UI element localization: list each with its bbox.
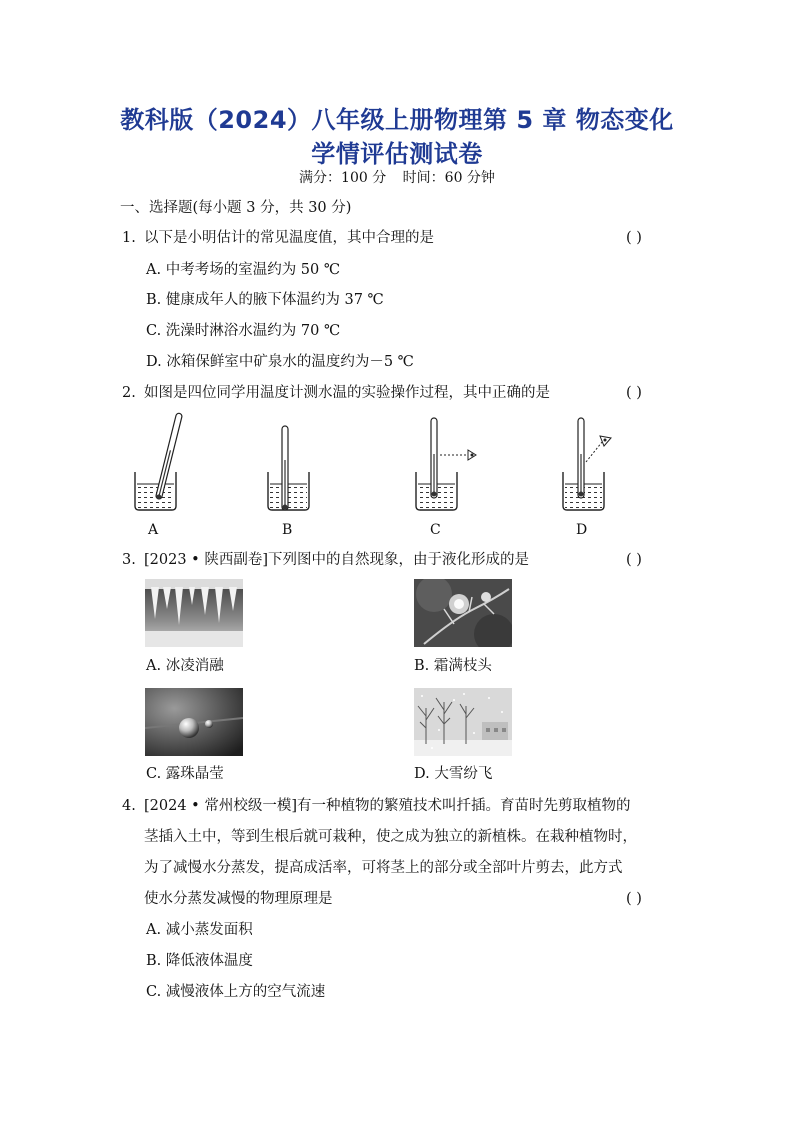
option-c[interactable]: C. 露珠晶莹 (146, 766, 224, 782)
beaker-c-diagram[interactable] (416, 418, 476, 510)
option-b[interactable]: B. 健康成年人的腋下体温约为 37 ℃ (146, 292, 384, 308)
option-d[interactable]: D. 大雪纷飞 (414, 766, 493, 782)
icicles-photo[interactable] (145, 579, 243, 647)
question-number: 2. (122, 385, 136, 401)
beaker-a-diagram[interactable] (135, 413, 183, 510)
exam-info (0, 167, 794, 187)
question-number: 3. (122, 552, 136, 568)
answer-blank[interactable]: ( ) (626, 230, 642, 246)
question-text-line-2: 茎插入土中，等到生根后就可栽种，使之成为独立的新植株。在栽种植物时， (144, 829, 637, 845)
option-b[interactable]: B. 降低液体温度 (146, 953, 253, 969)
page-subtitle: 学情评估测试卷 (311, 140, 483, 168)
snowfall-photo[interactable] (414, 688, 512, 756)
option-a[interactable]: A. 中考考场的室温约为 50 ℃ (146, 262, 341, 278)
question-text-line-3: 为了减慢水分蒸发，提高成活率，可将茎上的部分或全部叶片剪去，此方式 (144, 860, 623, 876)
beaker-d-diagram[interactable] (563, 418, 611, 510)
option-c[interactable]: C. 洗澡时淋浴水温约为 70 ℃ (146, 323, 341, 339)
figure-label-c: C (430, 522, 441, 538)
question-text: 如图是四位同学用温度计测水温的实验操作过程，其中正确的是 (144, 385, 550, 401)
frost-branch-photo[interactable] (414, 579, 512, 647)
question-text-line-4: 使水分蒸发减慢的物理原理是 (144, 891, 333, 907)
figure-label-b: B (282, 522, 293, 538)
option-b[interactable]: B. 霜满枝头 (414, 658, 492, 674)
question-text-line-1: [2024 • 常州校级一模]有一种植物的繁殖技术叫扦插。育苗时先剪取植物的 (144, 798, 631, 814)
time-info: 时间：60 分钟 (402, 170, 495, 186)
answer-blank[interactable]: ( ) (626, 552, 642, 568)
page-title: 教科版（2024）八年级上册物理第 5 章 物态变化 (120, 106, 674, 134)
question-text: 以下是小明估计的常见温度值，其中合理的是 (144, 230, 434, 246)
thermometer-figure (120, 410, 640, 520)
option-d[interactable]: D. 冰箱保鲜室中矿泉水的温度约为－5 ℃ (146, 354, 414, 370)
figure-label-d: D (576, 522, 588, 538)
option-a[interactable]: A. 冰凌消融 (146, 658, 224, 674)
figure-label-a: A (148, 522, 159, 538)
score-info: 满分：100 分 (299, 170, 387, 186)
answer-blank[interactable]: ( ) (626, 385, 642, 401)
question-text: [2023 • 陕西副卷]下列图中的自然现象，由于液化形成的是 (144, 552, 529, 568)
beaker-b-diagram[interactable] (268, 426, 309, 510)
dew-drop-photo[interactable] (145, 688, 243, 756)
question-number: 1. (122, 230, 136, 246)
section-heading: 一、选择题(每小题 3 分，共 30 分) (120, 200, 352, 216)
question-number: 4. (122, 798, 136, 814)
option-c[interactable]: C. 减慢液体上方的空气流速 (146, 984, 326, 1000)
answer-blank[interactable]: ( ) (626, 891, 642, 907)
option-a[interactable]: A. 减小蒸发面积 (146, 922, 253, 938)
